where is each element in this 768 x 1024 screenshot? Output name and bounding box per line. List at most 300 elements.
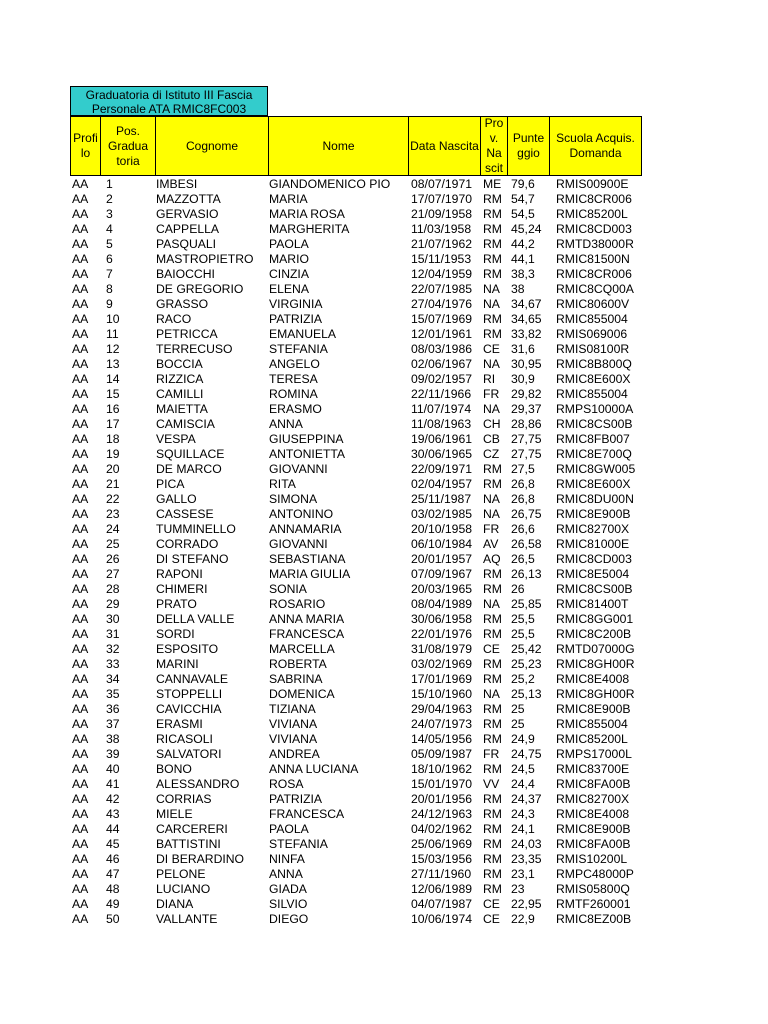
cell-data-nascita: 12/01/1961: [411, 327, 472, 341]
cell-posizione: 41: [106, 777, 120, 791]
cell-nome: SILVIO: [269, 897, 308, 911]
cell-posizione: 16: [106, 402, 120, 416]
cell-profilo: AA: [72, 777, 89, 791]
cell-profilo: AA: [72, 582, 89, 596]
cell-profilo: AA: [72, 402, 89, 416]
cell-prov-nascita: NA: [483, 597, 500, 611]
table-row: [0, 327, 768, 342]
cell-data-nascita: 08/07/1971: [411, 177, 472, 191]
cell-nome: RITA: [269, 477, 296, 491]
cell-scuola: RMIS069006: [556, 327, 628, 341]
cell-data-nascita: 21/09/1958: [411, 207, 472, 221]
header-nome: Nome: [268, 116, 409, 176]
cell-profilo: AA: [72, 387, 89, 401]
cell-posizione: 48: [106, 882, 120, 896]
cell-nome: ANNA MARIA: [269, 612, 345, 626]
cell-cognome: BONO: [156, 762, 192, 776]
cell-data-nascita: 29/04/1963: [411, 702, 472, 716]
cell-punteggio: 34,65: [511, 312, 542, 326]
cell-nome: PAOLA: [269, 237, 309, 251]
table-row: [0, 387, 768, 402]
table-row: [0, 897, 768, 912]
cell-data-nascita: 15/03/1956: [411, 852, 472, 866]
cell-prov-nascita: FR: [483, 387, 500, 401]
cell-scuola: RMIC8E600X: [556, 477, 631, 491]
cell-punteggio: 30,95: [511, 357, 542, 371]
cell-nome: SEBASTIANA: [269, 552, 346, 566]
cell-profilo: AA: [72, 837, 89, 851]
cell-cognome: TERRECUSO: [156, 342, 233, 356]
cell-nome: ERASMO: [269, 402, 322, 416]
table-row: [0, 627, 768, 642]
cell-scuola: RMIC8FB007: [556, 432, 630, 446]
cell-prov-nascita: RM: [483, 477, 502, 491]
cell-posizione: 37: [106, 717, 120, 731]
cell-prov-nascita: RM: [483, 252, 502, 266]
cell-nome: ROBERTA: [269, 657, 327, 671]
table-body: [0, 177, 768, 927]
table-row: [0, 222, 768, 237]
cell-scuola: RMIC81400T: [556, 597, 629, 611]
cell-profilo: AA: [72, 177, 89, 191]
cell-profilo: AA: [72, 267, 89, 281]
cell-nome: SONIA: [269, 582, 307, 596]
cell-profilo: AA: [72, 612, 89, 626]
title-line-1: Graduatoria di Istituto III Fascia: [85, 88, 253, 102]
cell-data-nascita: 12/04/1959: [411, 267, 472, 281]
cell-nome: ANNA: [269, 417, 303, 431]
table-row: [0, 192, 768, 207]
table-row: [0, 522, 768, 537]
cell-posizione: 50: [106, 912, 120, 926]
cell-scuola: RMTF260001: [556, 897, 631, 911]
cell-punteggio: 26,6: [511, 522, 535, 536]
cell-nome: VIRGINIA: [269, 297, 323, 311]
cell-scuola: RMIC8CS00B: [556, 582, 633, 596]
cell-profilo: AA: [72, 762, 89, 776]
cell-scuola: RMIC80600V: [556, 297, 630, 311]
table-row: [0, 237, 768, 252]
cell-profilo: AA: [72, 687, 89, 701]
cell-prov-nascita: CH: [483, 417, 501, 431]
cell-posizione: 34: [106, 672, 120, 686]
cell-punteggio: 38: [511, 282, 525, 296]
cell-scuola: RMIS05800Q: [556, 882, 630, 896]
cell-punteggio: 54,5: [511, 207, 535, 221]
cell-cognome: BOCCIA: [156, 357, 203, 371]
cell-punteggio: 45,24: [511, 222, 542, 236]
header-punteggio: Punte ggio: [507, 116, 550, 176]
cell-data-nascita: 05/09/1987: [411, 747, 472, 761]
table-row: [0, 642, 768, 657]
cell-prov-nascita: RI: [483, 372, 496, 386]
cell-posizione: 31: [106, 627, 120, 641]
table-row: [0, 732, 768, 747]
table-row: [0, 447, 768, 462]
table-row: [0, 837, 768, 852]
cell-punteggio: 27,5: [511, 462, 535, 476]
cell-prov-nascita: CE: [483, 912, 500, 926]
table-row: [0, 777, 768, 792]
cell-nome: ANTONINO: [269, 507, 334, 521]
cell-cognome: CAVICCHIA: [156, 702, 222, 716]
table-row: [0, 282, 768, 297]
cell-data-nascita: 04/02/1962: [411, 822, 472, 836]
table-row: [0, 717, 768, 732]
table-row: [0, 852, 768, 867]
cell-profilo: AA: [72, 702, 89, 716]
cell-punteggio: 24,75: [511, 747, 542, 761]
cell-punteggio: 29,82: [511, 387, 542, 401]
cell-punteggio: 23: [511, 882, 525, 896]
cell-data-nascita: 02/06/1967: [411, 357, 472, 371]
cell-prov-nascita: RM: [483, 792, 502, 806]
table-row: [0, 582, 768, 597]
cell-scuola: RMIC85200L: [556, 732, 628, 746]
cell-nome: NINFA: [269, 852, 305, 866]
table-row: [0, 567, 768, 582]
cell-data-nascita: 27/04/1976: [411, 297, 472, 311]
cell-posizione: 20: [106, 462, 120, 476]
cell-data-nascita: 15/01/1970: [411, 777, 472, 791]
cell-posizione: 15: [106, 387, 120, 401]
cell-data-nascita: 04/07/1987: [411, 897, 472, 911]
cell-cognome: PRATO: [156, 597, 197, 611]
cell-scuola: RMPC48000P: [556, 867, 634, 881]
table-row: [0, 882, 768, 897]
cell-cognome: SALVATORI: [156, 747, 222, 761]
cell-prov-nascita: RM: [483, 852, 502, 866]
cell-profilo: AA: [72, 507, 89, 521]
cell-data-nascita: 12/06/1989: [411, 882, 472, 896]
cell-profilo: AA: [72, 732, 89, 746]
cell-punteggio: 44,1: [511, 252, 535, 266]
cell-cognome: MARINI: [156, 657, 199, 671]
cell-nome: MARIA GIULIA: [269, 567, 351, 581]
cell-scuola: RMIC8C200B: [556, 627, 632, 641]
table-row: [0, 207, 768, 222]
cell-data-nascita: 09/02/1957: [411, 372, 472, 386]
cell-cognome: ALESSANDRO: [156, 777, 240, 791]
table-row: [0, 537, 768, 552]
cell-nome: PAOLA: [269, 822, 309, 836]
cell-data-nascita: 15/11/1953: [411, 252, 472, 266]
cell-punteggio: 26: [511, 582, 525, 596]
table-row: [0, 342, 768, 357]
header-data-nascita: Data Nascita: [408, 116, 481, 176]
cell-cognome: MAIETTA: [156, 402, 208, 416]
cell-nome: ELENA: [269, 282, 309, 296]
cell-punteggio: 26,75: [511, 507, 542, 521]
cell-prov-nascita: NA: [483, 297, 500, 311]
cell-punteggio: 25: [511, 717, 525, 731]
cell-scuola: RMPS10000A: [556, 402, 634, 416]
cell-nome: ANNA: [269, 867, 303, 881]
table-row: [0, 747, 768, 762]
cell-profilo: AA: [72, 297, 89, 311]
cell-prov-nascita: FR: [483, 747, 500, 761]
header-posizione: Pos. Gradua toria: [100, 116, 156, 176]
cell-cognome: VESPA: [156, 432, 196, 446]
cell-scuola: RMIC8E4008: [556, 672, 630, 686]
table-row: [0, 507, 768, 522]
cell-punteggio: 79,6: [511, 177, 535, 191]
cell-nome: SABRINA: [269, 672, 323, 686]
cell-scuola: RMTD07000G: [556, 642, 635, 656]
cell-scuola: RMPS17000L: [556, 747, 632, 761]
cell-prov-nascita: RM: [483, 222, 502, 236]
cell-scuola: RMIC8CD003: [556, 552, 632, 566]
cell-cognome: DE MARCO: [156, 462, 222, 476]
cell-data-nascita: 06/10/1984: [411, 537, 472, 551]
cell-punteggio: 27,75: [511, 447, 542, 461]
cell-scuola: RMIC8E700Q: [556, 447, 632, 461]
cell-prov-nascita: RM: [483, 327, 502, 341]
cell-punteggio: 26,13: [511, 567, 542, 581]
cell-scuola: RMIC8CD003: [556, 222, 632, 236]
cell-scuola: RMIS10200L: [556, 852, 628, 866]
cell-prov-nascita: AQ: [483, 552, 501, 566]
cell-scuola: RMIC8B800Q: [556, 357, 632, 371]
header-profilo: Profi lo: [70, 116, 101, 176]
cell-data-nascita: 11/08/1963: [411, 417, 472, 431]
cell-profilo: AA: [72, 672, 89, 686]
cell-data-nascita: 31/08/1979: [411, 642, 472, 656]
cell-cognome: VALLANTE: [156, 912, 218, 926]
cell-prov-nascita: NA: [483, 492, 500, 506]
cell-posizione: 8: [106, 282, 113, 296]
cell-nome: EMANUELA: [269, 327, 337, 341]
cell-prov-nascita: RM: [483, 612, 502, 626]
cell-posizione: 27: [106, 567, 120, 581]
cell-nome: ANDREA: [269, 747, 320, 761]
cell-profilo: AA: [72, 537, 89, 551]
cell-prov-nascita: NA: [483, 402, 500, 416]
cell-posizione: 42: [106, 792, 120, 806]
cell-posizione: 33: [106, 657, 120, 671]
cell-punteggio: 26,8: [511, 492, 535, 506]
table-row: [0, 267, 768, 282]
cell-cognome: RICASOLI: [156, 732, 213, 746]
cell-nome: DIEGO: [269, 912, 309, 926]
cell-profilo: AA: [72, 372, 89, 386]
cell-posizione: 11: [106, 327, 119, 341]
cell-cognome: ESPOSITO: [156, 642, 219, 656]
cell-cognome: RAPONI: [156, 567, 203, 581]
cell-cognome: CAMISCIA: [156, 417, 215, 431]
cell-punteggio: 27,75: [511, 432, 542, 446]
cell-nome: GIOVANNI: [269, 537, 328, 551]
table-row: [0, 597, 768, 612]
cell-posizione: 26: [106, 552, 120, 566]
cell-nome: FRANCESCA: [269, 627, 345, 641]
cell-posizione: 18: [106, 432, 120, 446]
cell-posizione: 40: [106, 762, 120, 776]
cell-punteggio: 26,8: [511, 477, 535, 491]
cell-posizione: 28: [106, 582, 120, 596]
cell-scuola: RMIS00900E: [556, 177, 629, 191]
cell-posizione: 21: [106, 477, 120, 491]
cell-data-nascita: 19/06/1961: [411, 432, 472, 446]
cell-posizione: 19: [106, 447, 120, 461]
cell-prov-nascita: RM: [483, 207, 502, 221]
cell-prov-nascita: FR: [483, 522, 500, 536]
table-row: [0, 417, 768, 432]
cell-posizione: 39: [106, 747, 120, 761]
cell-data-nascita: 11/07/1974: [411, 402, 472, 416]
cell-profilo: AA: [72, 462, 89, 476]
cell-data-nascita: 20/03/1965: [411, 582, 472, 596]
cell-scuola: RMIC855004: [556, 717, 628, 731]
cell-profilo: AA: [72, 717, 89, 731]
cell-nome: TIZIANA: [269, 702, 316, 716]
cell-prov-nascita: NA: [483, 507, 500, 521]
cell-profilo: AA: [72, 822, 89, 836]
cell-prov-nascita: RM: [483, 657, 502, 671]
cell-cognome: CORRIAS: [156, 792, 212, 806]
table-row: [0, 687, 768, 702]
cell-data-nascita: 03/02/1969: [411, 657, 472, 671]
cell-punteggio: 24,1: [511, 822, 535, 836]
cell-posizione: 7: [106, 267, 113, 281]
cell-punteggio: 44,2: [511, 237, 535, 251]
title-line-2: Personale ATA RMIC8FC003: [91, 102, 247, 116]
cell-scuola: RMIC8EZ00B: [556, 912, 632, 926]
cell-cognome: CAPPELLA: [156, 222, 220, 236]
cell-profilo: AA: [72, 897, 89, 911]
cell-scuola: RMIC855004: [556, 387, 628, 401]
table-row: [0, 822, 768, 837]
cell-prov-nascita: AV: [483, 537, 499, 551]
cell-profilo: AA: [72, 357, 89, 371]
cell-scuola: RMIC8FA00B: [556, 777, 631, 791]
table-row: [0, 252, 768, 267]
cell-punteggio: 24,3: [511, 807, 535, 821]
cell-cognome: BAIOCCHI: [156, 267, 215, 281]
cell-scuola: RMIC81000E: [556, 537, 630, 551]
cell-nome: PATRIZIA: [269, 312, 323, 326]
cell-posizione: 23: [106, 507, 120, 521]
cell-prov-nascita: RM: [483, 837, 502, 851]
cell-cognome: CARCERERI: [156, 822, 228, 836]
cell-scuola: RMIC81500N: [556, 252, 630, 266]
cell-cognome: GERVASIO: [156, 207, 219, 221]
cell-punteggio: 25: [511, 702, 525, 716]
cell-profilo: AA: [72, 627, 89, 641]
cell-prov-nascita: RM: [483, 717, 502, 731]
cell-nome: MARIO: [269, 252, 309, 266]
cell-posizione: 4: [106, 222, 113, 236]
cell-posizione: 44: [106, 822, 120, 836]
cell-scuola: RMIC8E600X: [556, 372, 631, 386]
cell-prov-nascita: CE: [483, 642, 500, 656]
cell-data-nascita: 22/01/1976: [411, 627, 472, 641]
cell-profilo: AA: [72, 657, 89, 671]
table-row: [0, 432, 768, 447]
cell-profilo: AA: [72, 447, 89, 461]
cell-posizione: 14: [106, 372, 120, 386]
cell-cognome: DI STEFANO: [156, 552, 229, 566]
cell-prov-nascita: RM: [483, 267, 502, 281]
cell-posizione: 9: [106, 297, 113, 311]
table-row: [0, 477, 768, 492]
cell-cognome: TUMMINELLO: [156, 522, 236, 536]
cell-cognome: RACO: [156, 312, 192, 326]
cell-posizione: 25: [106, 537, 120, 551]
cell-prov-nascita: CZ: [483, 447, 500, 461]
cell-scuola: RMIC82700X: [556, 792, 630, 806]
cell-nome: ROSARIO: [269, 597, 326, 611]
cell-prov-nascita: NA: [483, 282, 500, 296]
cell-cognome: PETRICCA: [156, 327, 218, 341]
cell-data-nascita: 30/06/1958: [411, 612, 472, 626]
cell-punteggio: 25,5: [511, 612, 535, 626]
cell-nome: MARIA ROSA: [269, 207, 345, 221]
cell-profilo: AA: [72, 567, 89, 581]
cell-posizione: 46: [106, 852, 120, 866]
cell-nome: ROMINA: [269, 387, 318, 401]
cell-prov-nascita: RM: [483, 627, 502, 641]
cell-prov-nascita: RM: [483, 807, 502, 821]
cell-posizione: 29: [106, 597, 120, 611]
cell-prov-nascita: RM: [483, 312, 502, 326]
cell-punteggio: 38,3: [511, 267, 535, 281]
cell-scuola: RMIC8CS00B: [556, 417, 633, 431]
cell-profilo: AA: [72, 552, 89, 566]
table-row: [0, 357, 768, 372]
cell-posizione: 32: [106, 642, 120, 656]
cell-nome: ANTONIETTA: [269, 447, 346, 461]
cell-posizione: 22: [106, 492, 120, 506]
cell-cognome: BATTISTINI: [156, 837, 221, 851]
cell-nome: FRANCESCA: [269, 807, 345, 821]
cell-scuola: RMIC8E4008: [556, 807, 630, 821]
cell-posizione: 43: [106, 807, 120, 821]
cell-nome: GIANDOMENICO PIO: [269, 177, 391, 191]
cell-punteggio: 25,42: [511, 642, 542, 656]
cell-cognome: GALLO: [156, 492, 197, 506]
cell-cognome: GRASSO: [156, 297, 209, 311]
cell-cognome: PELONE: [156, 867, 206, 881]
cell-posizione: 12: [106, 342, 120, 356]
cell-cognome: CAMILLI: [156, 387, 204, 401]
cell-punteggio: 26,5: [511, 552, 535, 566]
cell-cognome: MAZZOTTA: [156, 192, 221, 206]
cell-scuola: RMIC8E900B: [556, 702, 631, 716]
cell-data-nascita: 22/09/1971: [411, 462, 472, 476]
cell-scuola: RMIC8CQ00A: [556, 282, 634, 296]
cell-profilo: AA: [72, 642, 89, 656]
cell-data-nascita: 15/07/1969: [411, 312, 472, 326]
cell-nome: ANNAMARIA: [269, 522, 342, 536]
cell-posizione: 2: [106, 192, 113, 206]
cell-scuola: RMIC855004: [556, 312, 628, 326]
cell-cognome: RIZZICA: [156, 372, 204, 386]
table-row: [0, 657, 768, 672]
cell-data-nascita: 15/10/1960: [411, 687, 472, 701]
cell-data-nascita: 17/01/1969: [411, 672, 472, 686]
cell-profilo: AA: [72, 852, 89, 866]
cell-cognome: CORRADO: [156, 537, 219, 551]
header-cognome: Cognome: [155, 116, 269, 176]
cell-data-nascita: 25/06/1969: [411, 837, 472, 851]
cell-profilo: AA: [72, 882, 89, 896]
cell-prov-nascita: CE: [483, 342, 500, 356]
header-prov-nascita: Pro v. Na scit: [480, 116, 508, 176]
table-row: [0, 177, 768, 192]
cell-scuola: RMIC82700X: [556, 522, 630, 536]
table-row: [0, 552, 768, 567]
